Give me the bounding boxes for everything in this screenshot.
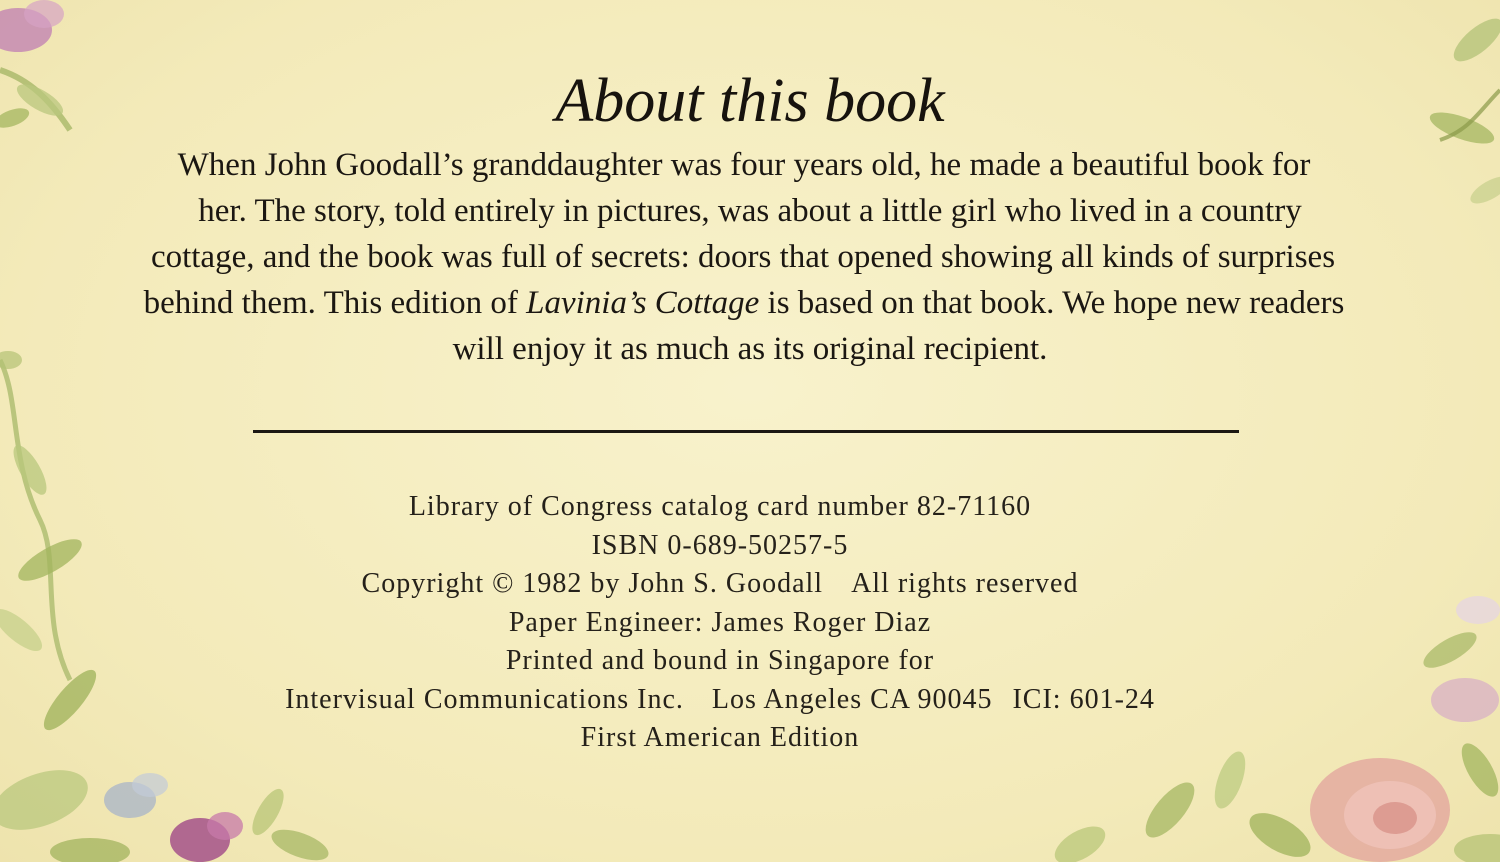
printed-line: Printed and bound in Singapore for (505, 645, 935, 676)
about-line: cottage, and the book was full of secrets: doors that opened showing all kinds of surprises (150, 239, 1336, 275)
publisher-line (180, 681, 1260, 720)
bottom-left-flowers (0, 758, 332, 862)
about-line: her. The story, told entirely in pictures, was about a little girl who lived in a country (198, 193, 1302, 229)
page-title: About this book (555, 67, 945, 135)
about-line (84, 280, 1404, 326)
edition: First American Edition (580, 722, 860, 753)
book-title-italic: Lavinia’s Cottage (526, 285, 760, 321)
about-line-suffix: is based on that book. We hope new readers (759, 285, 1345, 321)
publisher-name: Intervisual Communications Inc. (285, 683, 684, 715)
about-line: will enjoy it as much as its original recipient. (452, 331, 1048, 367)
copyright-line (180, 565, 1260, 604)
about-line: When John Goodall’s granddaughter was four years old, he made a beautiful book for (177, 147, 1311, 183)
publisher-address: Los Angeles CA 90045 (711, 683, 993, 715)
copyright: Copyright © 1982 by John S. Goodall (361, 568, 824, 599)
section-divider (253, 430, 1239, 433)
ici-code: ICI: 601-24 (1012, 683, 1155, 715)
rights-reserved: All rights reserved (851, 568, 1079, 599)
left-vines (0, 351, 104, 737)
catalog-number: Library of Congress catalog card number 82-71160 (408, 491, 1032, 522)
about-paragraph (90, 142, 1410, 372)
colophon (180, 488, 1260, 758)
paper-engineer: Paper Engineer: James Roger Diaz (508, 606, 932, 638)
isbn: ISBN 0-689-50257-5 (591, 529, 849, 561)
about-line-prefix: behind them. This edition of (143, 285, 527, 321)
